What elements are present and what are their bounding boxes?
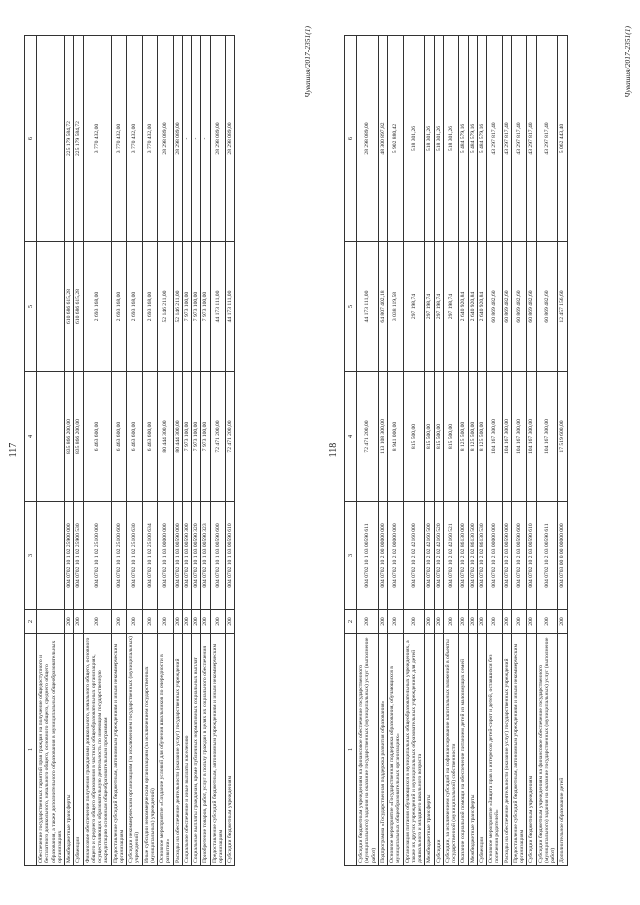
- row-description: Межбюджетные трансферты: [65, 634, 74, 866]
- budget-code: 004 0702 10 2 02 42160 500: [425, 502, 434, 610]
- amount-cell: 7 973 100,00: [201, 242, 210, 372]
- budget-code: 004 0702 10 2 03 00590 611: [536, 502, 558, 610]
- table-header-row: [345, 36, 357, 866]
- table-row: [434, 36, 443, 866]
- budget-code: 004 0702 10 1 03 00590 600: [210, 502, 226, 610]
- amount-cell: 815 500,00: [425, 372, 434, 502]
- amount-cell: 518 301,26: [443, 36, 459, 242]
- amount-cell: 518 301,26: [425, 36, 434, 242]
- line-code: 200: [487, 610, 503, 634]
- column-header: 4: [25, 372, 37, 502]
- budget-code: 004 0702 10 2 02 42160 520: [434, 502, 443, 610]
- row-description: Расходы на обеспечение деятельности (оказание услуг) государственных учреждений: [173, 634, 182, 866]
- row-description: Социальное обеспечение и иные выплаты населению: [182, 634, 191, 866]
- amount-cell: 28 298 089,00: [357, 36, 379, 242]
- amount-cell: 815 500,00: [443, 372, 459, 502]
- amount-cell: 60 869 482,60: [536, 242, 558, 372]
- row-description: Субсидии некоммерческим организациям (за исключением государственных (муниципальных) учреждений): [127, 634, 143, 866]
- column-header: 5: [25, 242, 37, 372]
- row-description: Основное мероприятие «Защита прав и интересов детей-сирот и детей, оставшихся без попечения родителей»: [487, 634, 503, 866]
- column-header: 6: [25, 36, 37, 242]
- amount-cell: 5 484 579,16: [477, 36, 486, 242]
- amount-cell: 7 973 100,00: [182, 242, 191, 372]
- amount-cell: 6 463 600,00: [142, 372, 158, 502]
- amount-cell: 28 298 089,00: [173, 36, 182, 242]
- budget-code: 004 0702 10 1 02 25100 634: [142, 502, 158, 610]
- row-description: Обеспечение государственных гарантий прав граждан на получение общедоступного и бесплатного дошкольного, начального общего, основного общего, среднего общего образования, а также дополнительного образования в муниципальных общеобразовательных организациях: [37, 634, 65, 866]
- amount-cell: 2 693 168,00: [127, 242, 143, 372]
- amount-cell: 225 179 584,72: [74, 36, 83, 242]
- amount-cell: 44 173 111,00: [210, 242, 226, 372]
- amount-cell: 815 500,00: [403, 372, 425, 502]
- amount-cell: 7 973 100,00: [182, 372, 191, 502]
- amount-cell: 6 463 600,00: [127, 372, 143, 502]
- page-footer: Чувашия/2017-2351(1): [303, 26, 312, 98]
- budget-code: 004 0702 10 1 03 00590 300: [182, 502, 191, 610]
- table-row: [378, 36, 387, 866]
- line-code: 200: [558, 610, 567, 634]
- amount-cell: 17 519 600,00: [558, 372, 567, 502]
- row-description: Субвенции: [74, 634, 83, 866]
- page-footer: Чувашия/2017-2351(1): [623, 26, 632, 98]
- table-row: [477, 36, 486, 866]
- column-header: 6: [345, 36, 357, 242]
- line-code: 200: [459, 610, 468, 634]
- budget-code: 004 0702 10 1 03 00590 610: [226, 502, 235, 610]
- page-117: [10, 20, 310, 880]
- amount-cell: 52 146 211,00: [158, 242, 174, 372]
- budget-code: 004 0702 10 2 02 42160 521: [443, 502, 459, 610]
- amount-cell: 44 173 111,00: [226, 242, 235, 372]
- amount-cell: 8 125 500,00: [468, 372, 477, 502]
- table-row: [527, 36, 536, 866]
- amount-cell: 104 167 300,00: [536, 372, 558, 502]
- line-code: [37, 610, 65, 634]
- amount-cell: 3 038 119,58: [388, 242, 404, 372]
- budget-code: 004 0702 10 1 02 25100 630: [127, 502, 143, 610]
- row-description: Межбюджетные трансферты: [468, 634, 477, 866]
- row-description: Межбюджетные трансферты: [425, 634, 434, 866]
- line-code: 200: [74, 610, 83, 634]
- amount-cell: 815 500,00: [434, 372, 443, 502]
- row-description: Приобретение товаров, работ, услуг в пользу граждан в целях их социального обеспечения: [201, 634, 210, 866]
- table-body: [345, 36, 568, 866]
- amount-cell: 60 869 482,60: [487, 242, 503, 372]
- line-code: 200: [425, 610, 434, 634]
- amount-cell: -: [182, 36, 191, 242]
- amount-cell: 3 770 432,00: [127, 36, 143, 242]
- page-number: 117: [8, 442, 19, 458]
- amount-cell: 297 198,74: [434, 242, 443, 372]
- amount-cell: 5 902 880,42: [388, 36, 404, 242]
- row-description: Финансовое обеспечение получения гражданами дошкольного, начального общего, основного общего и среднего общего образования в частных общеобразовательных организациях, осуществляющих образовательную деятельность по имеющим государственную аккредитацию основным общеобразовательным программам: [83, 634, 111, 866]
- row-description: Организация питания обучающихся в муниципальных общеобразовательных учреждениях, а также их других учреждений и муниципальных образовательных учреждениях для детей дошкольного и младшего школьного возраста: [403, 634, 425, 866]
- amount-cell: 835 866 200,00: [74, 372, 83, 502]
- row-description: Субсидии бюджетным учреждениям на финансовое обеспечение государственного (муниципального) задания на оказание государственных (муниципальных) услуг (выполнение работ): [357, 634, 379, 866]
- table-row: [127, 36, 143, 866]
- budget-code: 004 0703 00 0 00 00000 000: [558, 502, 567, 610]
- line-code: 200: [201, 610, 210, 634]
- amount-cell: 2 693 168,00: [111, 242, 127, 372]
- row-description: Субвенции: [477, 634, 486, 866]
- column-header: 1: [25, 634, 37, 866]
- amount-cell: [37, 36, 65, 242]
- table-row: [511, 36, 527, 866]
- table-row: [388, 36, 404, 866]
- line-code: 200: [403, 610, 425, 634]
- line-code: 200: [477, 610, 486, 634]
- amount-cell: 610 686 615,28: [74, 242, 83, 372]
- table-row: [226, 36, 235, 866]
- budget-code: 004 0702 10 1 02 25900 530: [74, 502, 83, 610]
- table-row: [142, 36, 158, 866]
- budget-code: 004 0702 10 1 03 00590 320: [192, 502, 201, 610]
- row-description: Субсидии бюджетным учреждениям: [226, 634, 235, 866]
- table-body: [25, 36, 235, 866]
- line-code: 200: [502, 610, 511, 634]
- table-row: [173, 36, 182, 866]
- row-description: Основное мероприятие «Государственная поддержка образования, обучающихся в муниципальных общеобразовательных организациях»: [388, 634, 404, 866]
- page-number: 118: [328, 442, 339, 458]
- amount-cell: 60 869 482,60: [511, 242, 527, 372]
- row-description: Субсидии, за исключением субсидий на софинансирование капитальных вложений в объекты государственной (муниципальной) собственности: [443, 634, 459, 866]
- line-code: 200: [83, 610, 111, 634]
- amount-cell: 8 125 500,00: [459, 372, 468, 502]
- amount-cell: 72 471 200,00: [226, 372, 235, 502]
- column-header: 5: [345, 242, 357, 372]
- line-code: 200: [158, 610, 174, 634]
- amount-cell: 2 640 920,84: [468, 242, 477, 372]
- table-row: [192, 36, 201, 866]
- amount-cell: 60 869 482,60: [502, 242, 511, 372]
- table-row: [111, 36, 127, 866]
- budget-table: [24, 35, 235, 866]
- budget-code: 004 0702 10 1 03 00590 000: [173, 502, 182, 610]
- amount-cell: -: [192, 36, 201, 242]
- line-code: 200: [511, 610, 527, 634]
- amount-cell: 8 125 500,00: [477, 372, 486, 502]
- budget-code: 004 0702 10 2 02 00000 000: [388, 502, 404, 610]
- amount-cell: 7 973 100,00: [192, 242, 201, 372]
- amount-cell: 43 297 817,40: [502, 36, 511, 242]
- amount-cell: 2 640 920,84: [477, 242, 486, 372]
- amount-cell: 2 693 168,00: [142, 242, 158, 372]
- amount-cell: 6 463 600,00: [111, 372, 127, 502]
- amount-cell: 518 301,26: [434, 36, 443, 242]
- budget-code: 004 0702 10 2 02 86130 500: [468, 502, 477, 610]
- line-code: 200: [527, 610, 536, 634]
- line-code: 200: [443, 610, 459, 634]
- column-header: 3: [25, 502, 37, 610]
- line-code: 200: [378, 610, 387, 634]
- budget-code: 004 0702 10 2 03 00590 610: [527, 502, 536, 610]
- budget-code: 004 0702 10 2 03 00000 000: [487, 502, 503, 610]
- budget-code: 004 0702 10 1 02 25900 000: [65, 502, 74, 610]
- row-description: Иные субсидии некоммерческим организациям (за исключением государственных (муниципальных) учреждений): [142, 634, 158, 866]
- budget-code: 004 0702 10 2 02 86130 000: [459, 502, 468, 610]
- amount-cell: 28 298 089,00: [210, 36, 226, 242]
- table-row: [403, 36, 425, 866]
- table-row: [502, 36, 511, 866]
- amount-cell: 8 941 000,00: [388, 372, 404, 502]
- line-code: 200: [65, 610, 74, 634]
- amount-cell: 297 198,74: [403, 242, 425, 372]
- amount-cell: 3 770 432,00: [111, 36, 127, 242]
- page-118: [330, 20, 630, 880]
- row-description: Оказание социальной помощи на обеспечение питанием детей из малоимущих семей: [459, 634, 468, 866]
- amount-cell: 7 973 100,00: [192, 372, 201, 502]
- budget-table: [344, 35, 568, 866]
- amount-cell: 43 297 817,40: [487, 36, 503, 242]
- amount-cell: 60 869 482,60: [527, 242, 536, 372]
- row-description: Дополнительное образование детей: [558, 634, 567, 866]
- line-code: 200: [111, 610, 127, 634]
- table-row: [210, 36, 226, 866]
- column-header: 1: [345, 634, 357, 866]
- line-code: 200: [192, 610, 201, 634]
- amount-cell: 5 062 443,40: [558, 36, 567, 242]
- amount-cell: 43 297 817,40: [536, 36, 558, 242]
- amount-cell: 43 297 817,40: [527, 36, 536, 242]
- amount-cell: [37, 242, 65, 372]
- row-description: Субсидии: [434, 634, 443, 866]
- table-row: [487, 36, 503, 866]
- budget-code: 004 0702 10 2 00 00000 000: [378, 502, 387, 610]
- amount-cell: 6 463 600,00: [83, 372, 111, 502]
- table-row: [558, 36, 567, 866]
- amount-cell: 80 444 300,00: [173, 372, 182, 502]
- amount-cell: 297 198,74: [425, 242, 434, 372]
- amount-cell: 104 167 300,00: [511, 372, 527, 502]
- budget-code: 004 0702 10 2 02 42160 000: [403, 502, 425, 610]
- budget-code: 004 0702 10 1 02 25100 600: [111, 502, 127, 610]
- amount-cell: 5 484 579,16: [468, 36, 477, 242]
- amount-cell: 7 973 100,00: [201, 372, 210, 502]
- budget-code: 004 0702 10 1 03 00590 323: [201, 502, 210, 610]
- amount-cell: 28 298 089,00: [226, 36, 235, 242]
- amount-cell: 52 146 211,00: [173, 242, 182, 372]
- amount-cell: 64 807 402,18: [378, 242, 387, 372]
- line-code: 200: [357, 610, 379, 634]
- column-header: 3: [345, 502, 357, 610]
- amount-cell: 43 297 817,40: [511, 36, 527, 242]
- budget-code: 004 0702 10 2 03 00590 600: [511, 502, 527, 610]
- amount-cell: 610 686 615,28: [65, 242, 74, 372]
- budget-code: 004 0702 10 1 03 00590 611: [357, 502, 379, 610]
- row-description: Субсидии бюджетным учреждениям: [527, 634, 536, 866]
- budget-code: 004 0702 10 1 02 25100 000: [83, 502, 111, 610]
- table-row: [74, 36, 83, 866]
- amount-cell: 28 298 089,00: [158, 36, 174, 242]
- amount-cell: 225 179 584,72: [65, 36, 74, 242]
- amount-cell: 104 167 300,00: [527, 372, 536, 502]
- table-row: [459, 36, 468, 866]
- row-description: Расходы на обеспечение деятельности (оказание услуг) государственных учреждений: [502, 634, 511, 866]
- amount-cell: 72 471 200,00: [210, 372, 226, 502]
- amount-cell: [37, 372, 65, 502]
- amount-cell: 3 770 432,00: [83, 36, 111, 242]
- amount-cell: 2 693 168,00: [83, 242, 111, 372]
- row-description: Субсидии бюджетным учреждениям на финансовое обеспечение государственного (муниципального) задания на оказание государственных (муниципальных) услуг (выполнение работ): [536, 634, 558, 866]
- amount-cell: 12 457 156,60: [558, 242, 567, 372]
- table-row: [158, 36, 174, 866]
- line-code: 200: [226, 610, 235, 634]
- row-description: Социальные выплаты гражданам, кроме публичных нормативных социальных выплат: [192, 634, 201, 866]
- amount-cell: 297 198,74: [443, 242, 459, 372]
- row-description: Предоставление субсидий бюджетным, автономным учреждениям и иным некоммерческим организациям: [111, 634, 127, 866]
- table-row: [536, 36, 558, 866]
- table-row: [201, 36, 210, 866]
- row-description: Предоставление субсидий бюджетным, автономным учреждениям и иным некоммерческим организациям: [210, 634, 226, 866]
- amount-cell: 104 167 300,00: [502, 372, 511, 502]
- amount-cell: 835 866 200,00: [65, 372, 74, 502]
- amount-cell: 80 444 300,00: [158, 372, 174, 502]
- column-header: 2: [25, 610, 37, 634]
- line-code: 200: [142, 610, 158, 634]
- budget-code: 004 0702 10 1 03 00000 000: [158, 502, 174, 610]
- column-header: 2: [345, 610, 357, 634]
- budget-code: 004 0702 10 2 02 86130 530: [477, 502, 486, 610]
- amount-cell: 113 108 300,00: [378, 372, 387, 502]
- line-code: 200: [127, 610, 143, 634]
- row-description: Подпрограмма «Государственная поддержка развития образования»: [378, 634, 387, 866]
- line-code: 200: [468, 610, 477, 634]
- amount-cell: 2 640 920,84: [459, 242, 468, 372]
- amount-cell: 72 471 200,00: [357, 372, 379, 502]
- amount-cell: -: [201, 36, 210, 242]
- line-code: 200: [434, 610, 443, 634]
- amount-cell: 518 301,26: [403, 36, 425, 242]
- budget-code: 004 0702 10 2 03 00590 000: [502, 502, 511, 610]
- table-row: [65, 36, 74, 866]
- amount-cell: 5 484 579,16: [459, 36, 468, 242]
- line-code: 200: [182, 610, 191, 634]
- line-code: 200: [536, 610, 558, 634]
- table-row: [83, 36, 111, 866]
- amount-cell: 3 770 432,00: [142, 36, 158, 242]
- table-row: [37, 36, 65, 866]
- table-row: [182, 36, 191, 866]
- column-header: 4: [345, 372, 357, 502]
- table-row: [443, 36, 459, 866]
- line-code: 200: [210, 610, 226, 634]
- amount-cell: 104 167 300,00: [487, 372, 503, 502]
- amount-cell: 44 173 111,00: [357, 242, 379, 372]
- row-description: Предоставление субсидий бюджетным, автономным учреждениям и иным некоммерческим организациям: [511, 634, 527, 866]
- table-row: [425, 36, 434, 866]
- table-row: [468, 36, 477, 866]
- amount-cell: 48 300 897,82: [378, 36, 387, 242]
- table-row: [357, 36, 379, 866]
- line-code: 200: [388, 610, 404, 634]
- budget-code: [37, 502, 65, 610]
- table-header-row: [25, 36, 37, 866]
- line-code: 200: [173, 610, 182, 634]
- row-description: Основное мероприятие «Создание условий для обучения школьников по очередности в развитии»: [158, 634, 174, 866]
